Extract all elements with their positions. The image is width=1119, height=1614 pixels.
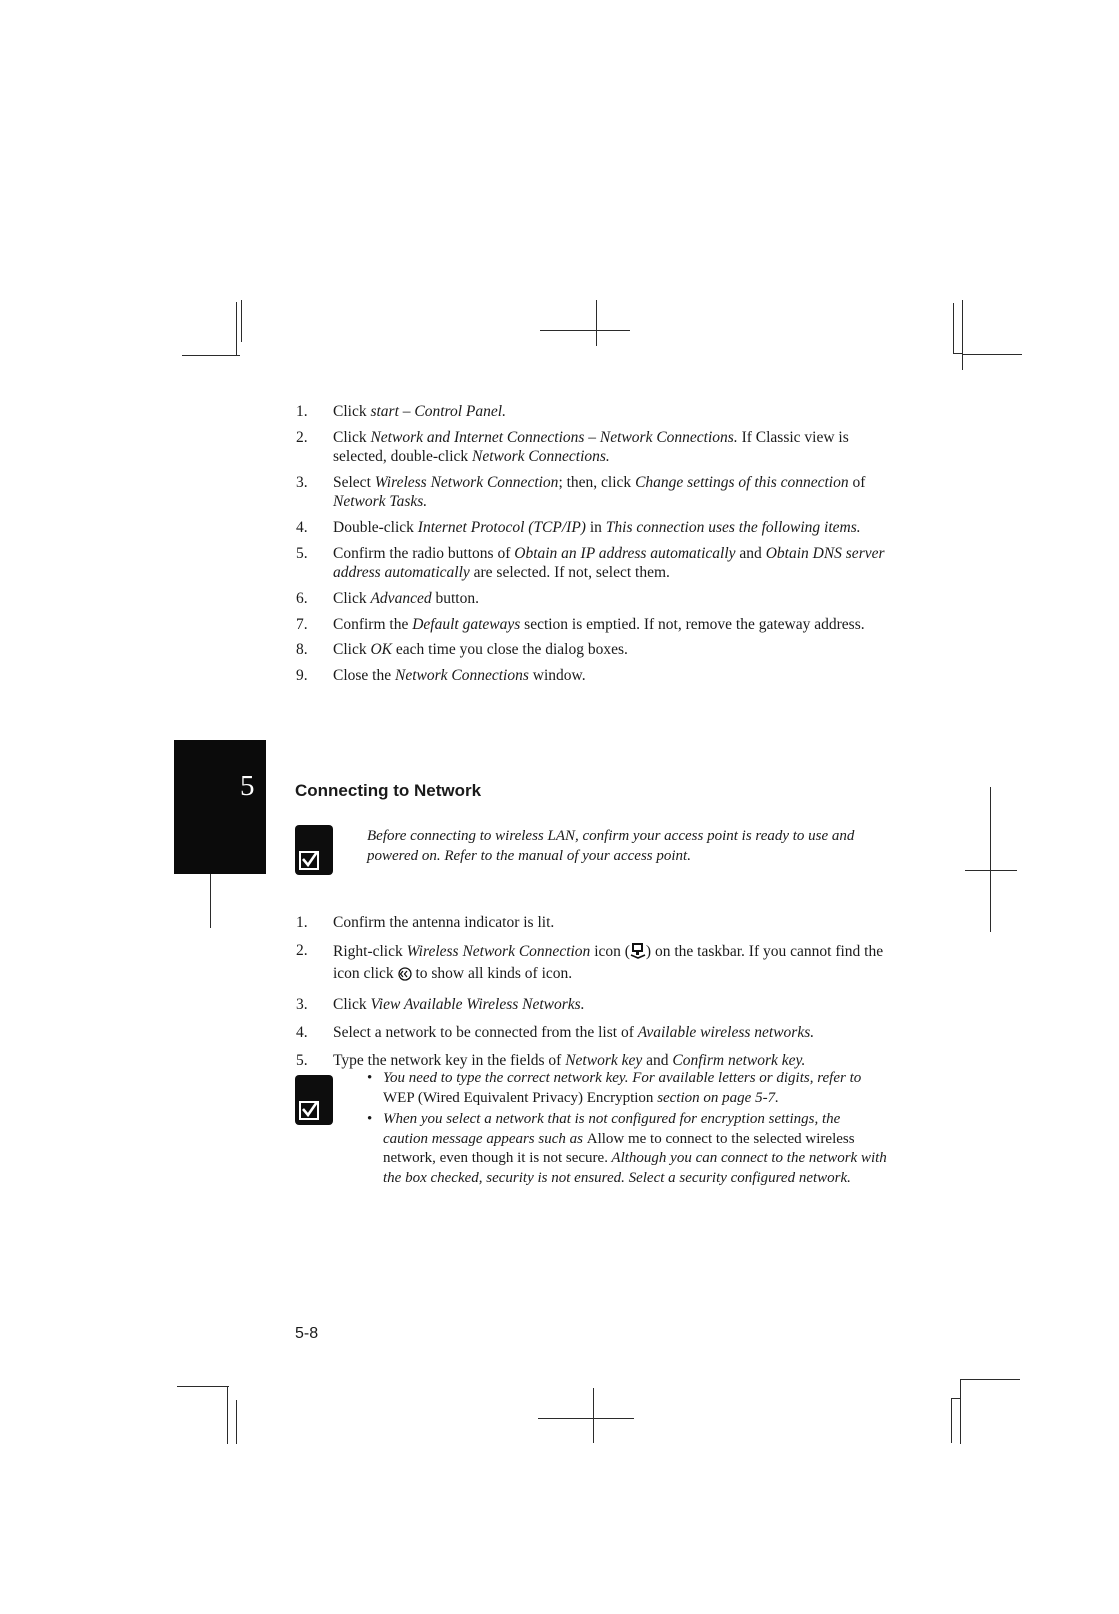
body-text: Confirm the radio buttons of: [333, 544, 515, 562]
body-text: and: [735, 544, 766, 562]
emphasis-text: Obtain DNS server address automatically: [333, 544, 885, 582]
step-number: 1.: [296, 914, 308, 931]
emphasis-text: start – Control Panel.: [370, 403, 506, 420]
body-text: ; then, click: [558, 473, 636, 491]
emphasis-text: Although you can connect to the network with the box checked, security is not ensured. Select a security configured network.: [383, 1150, 887, 1186]
emphasis-text: OK: [370, 641, 393, 659]
emphasis-text: View Available Wireless Networks.: [370, 996, 585, 1014]
procedure-step: [296, 640, 896, 660]
emphasis-text: Wireless Network Connection: [406, 942, 591, 960]
emphasis-text: Network Tasks.: [333, 493, 428, 511]
body-text: If Classic view is selected, double-click: [333, 428, 849, 466]
emphasis-text: You need to type the correct network key. For available letters or digits, refer to: [383, 1070, 862, 1086]
step-number: 6.: [296, 589, 308, 607]
section-heading: Connecting to Network: [295, 781, 482, 800]
chapter-tab-number: 5: [240, 770, 255, 802]
emphasis-text: When you select a network that is not configured for encryption settings, the caution message appears such as: [383, 1111, 841, 1147]
step-number: 8.: [296, 641, 308, 659]
procedure-step: [296, 615, 896, 635]
body-text: Confirm the antenna indicator is lit.: [333, 914, 555, 931]
step-number: 4.: [296, 1024, 308, 1042]
emphasis-text: Available wireless networks.: [637, 1024, 815, 1042]
procedure-step: [296, 544, 896, 583]
procedure-step: [296, 518, 896, 538]
emphasis-text: Advanced: [370, 589, 432, 607]
emphasis-text: Network key: [565, 1052, 643, 1070]
body-text: Right-click: [333, 942, 407, 960]
procedure-step: [296, 589, 896, 609]
step-number: 3.: [296, 473, 308, 491]
body-text: and: [642, 1052, 673, 1070]
body-text: ) on the taskbar. If you cannot find the icon click: [333, 942, 884, 983]
body-text: button.: [431, 589, 479, 607]
note-checkbox-icon: [295, 825, 335, 875]
body-text: Select: [333, 473, 375, 491]
body-text: in: [585, 519, 606, 537]
body-text: are selected. If not, select them.: [469, 564, 670, 582]
body-text: Click: [333, 428, 371, 446]
procedure-step: [296, 913, 896, 933]
procedure-list-connect: [296, 913, 896, 1079]
body-text: section is emptied. If not, remove the gateway address.: [520, 615, 865, 633]
procedure-step: [296, 428, 896, 467]
body-text: window.: [528, 667, 586, 684]
page-number: 5-8: [295, 1325, 319, 1342]
note-bullet: [367, 1110, 887, 1188]
emphasis-text: Internet Protocol (TCP/IP): [417, 519, 586, 537]
emphasis-text: Network Connections: [395, 667, 529, 684]
emphasis-text: Obtain an IP address automatically: [514, 544, 736, 562]
emphasis-text: Wireless Network Connection: [374, 473, 559, 491]
show-hidden-icons-icon: [398, 967, 412, 987]
procedure-step: [296, 995, 896, 1015]
emphasis-text: Confirm network key.: [672, 1052, 806, 1070]
procedure-step: [296, 666, 896, 686]
step-number: 5.: [296, 544, 308, 562]
note-text-access-point: Before connecting to wireless LAN, confirm your access point is ready to use and powered on. Refer to the manual of your access point.: [367, 828, 855, 864]
note-checkbox-icon: [295, 1075, 335, 1125]
body-text: to show all kinds of icon.: [411, 965, 573, 983]
body-text: Allow me to connect to the selected wireless network, even though it is not secure.: [383, 1130, 855, 1166]
step-number: 7.: [296, 615, 308, 633]
body-text: each time you close the dialog boxes.: [392, 641, 628, 659]
body-text: Confirm the: [333, 615, 413, 633]
procedure-step: [296, 941, 896, 987]
bullet-dot: •: [367, 1070, 373, 1086]
procedure-step: [296, 1051, 896, 1071]
network-tray-icon: [630, 941, 646, 965]
body-text: Click: [333, 996, 371, 1014]
body-text: icon (: [590, 942, 630, 960]
note-bullet-list: [367, 1069, 887, 1190]
body-text: Click: [333, 589, 371, 607]
note-bullet: [367, 1069, 887, 1108]
procedure-list-tcpip: [296, 402, 896, 692]
body-text: Double-click: [333, 519, 418, 537]
emphasis-text: Network and Internet Connections – Network Connections.: [370, 428, 738, 446]
procedure-step: [296, 402, 896, 422]
emphasis-text: This connection uses the following items.: [605, 519, 861, 537]
body-text: Click: [333, 641, 371, 659]
bullet-dot: •: [367, 1111, 373, 1127]
step-number: 3.: [296, 996, 308, 1014]
body-text: Click: [333, 403, 371, 420]
step-number: 1.: [296, 403, 308, 420]
emphasis-text: Change settings of this connection: [635, 473, 849, 491]
body-text: WEP (Wired Equivalent Privacy) Encryption: [383, 1089, 654, 1106]
emphasis-text: Default gateways: [412, 615, 521, 633]
body-text: Close the: [333, 667, 395, 684]
procedure-step: [296, 473, 896, 512]
body-text: Select a network to be connected from the list of: [333, 1024, 638, 1042]
step-number: 5.: [296, 1052, 308, 1070]
step-number: 4.: [296, 519, 308, 537]
body-text: of: [848, 473, 866, 491]
step-number: 2.: [296, 428, 308, 446]
step-number: 9.: [296, 667, 308, 684]
emphasis-text: Network Connections.: [472, 448, 610, 466]
chapter-tab: [174, 740, 266, 874]
body-text: Type the network key in the fields of: [333, 1052, 566, 1070]
emphasis-text: section on page 5-7.: [653, 1089, 779, 1106]
procedure-step: [296, 1023, 896, 1043]
step-number: 2.: [296, 941, 308, 959]
